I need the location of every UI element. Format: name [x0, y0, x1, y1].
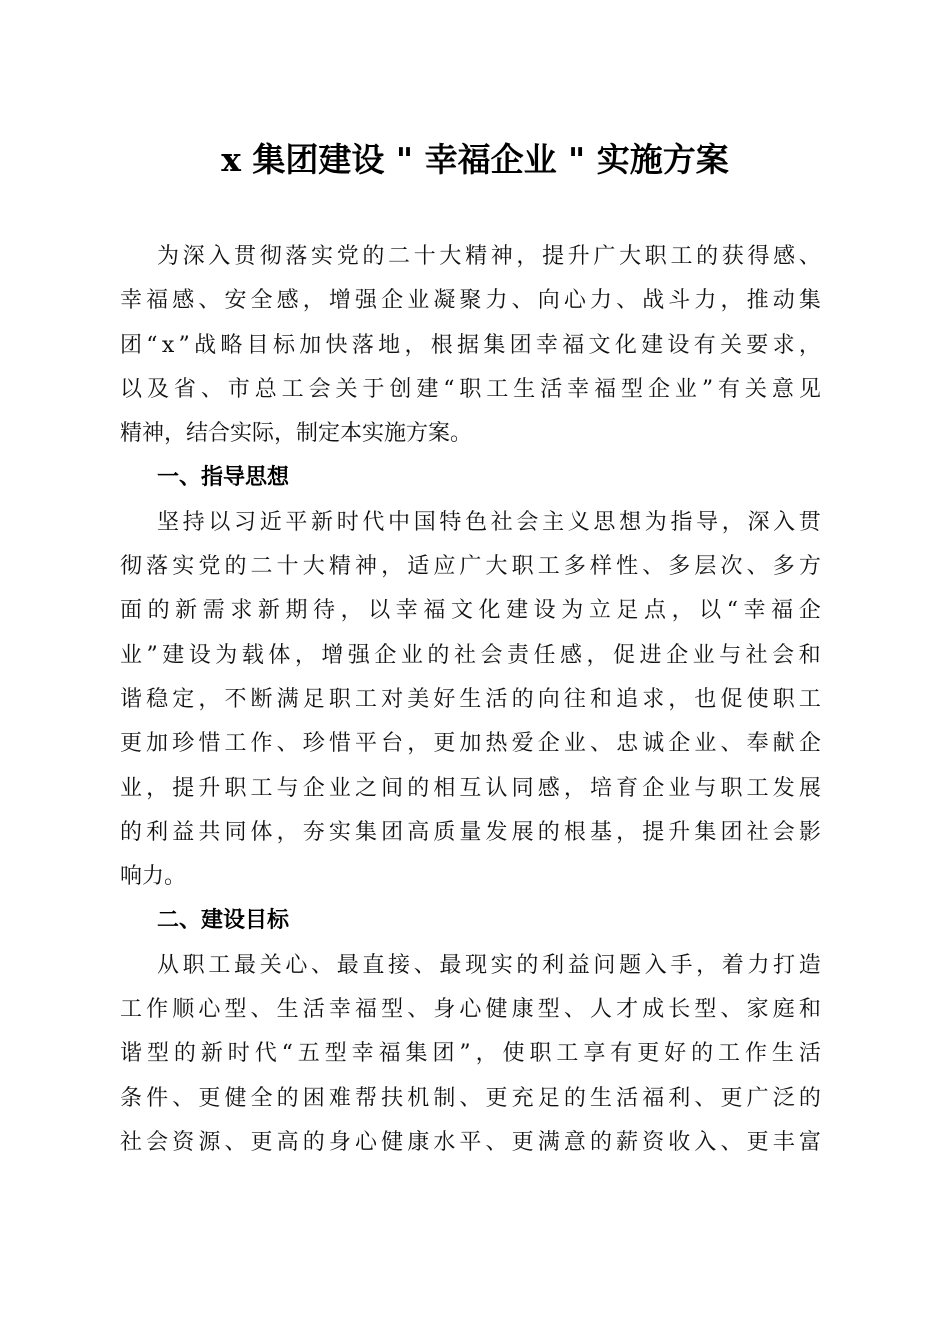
text-line [120, 589, 821, 633]
justified-line-chars: 坚 持 以 习 近 平 新 时 代 中 国 特 色 社 会 主 义 思 想 为 指 导 ， 深 入 贯 [157, 509, 821, 535]
text-line [120, 1077, 821, 1121]
justified-line-chars: 以 及 省 、 市 总 工 会 关 于 创 建 “ 职 工 生 活 幸 福 型 企 业 ” 有 关 意 见 [120, 376, 821, 402]
justified-line-chars: 更 加 珍 惜 工 作 、 珍 惜 平 台 ， 更 加 热 爱 企 业 、 忠 诚 企 业 、 奉 献 企 [120, 731, 821, 757]
justified-line-chars: 业 ， 提 升 职 工 与 企 业 之 间 的 相 互 认 同 感 ， 培 育 企 业 与 职 工 发 展 [120, 775, 821, 801]
text-line [120, 501, 821, 545]
justified-line-chars: 业 ” 建 设 为 载 体 ， 增 强 企 业 的 社 会 责 任 感 ， 促 进 企 业 与 社 会 和 [120, 642, 821, 668]
construction-goals-paragraph [120, 944, 821, 1165]
text-line [120, 235, 821, 279]
document-title: x 集团建设 " 幸福企业 " 实施方案 [221, 140, 729, 179]
justified-line-chars: 谐 稳 定 ， 不 断 满 足 职 工 对 美 好 生 活 的 向 往 和 追 求 ， 也 促 使 职 工 [120, 686, 821, 712]
text-line: 响力。 [120, 864, 187, 890]
text-line [120, 988, 821, 1032]
justified-line-chars: 团 “ x ” 战 略 目 标 加 快 落 地 ， 根 据 集 团 幸 福 文 化 建 设 有 关 要 求 ， [120, 332, 821, 358]
section-heading-construction-goals: 二、建设目标 [157, 908, 290, 934]
justified-line-chars: 彻 落 实 党 的 二 十 大 精 神 ， 适 应 广 大 职 工 多 样 性 、 多 层 次 、 多 方 [120, 554, 821, 580]
text-line [120, 324, 821, 368]
justified-line-chars: 工 作 顺 心 型 、 生 活 幸 福 型 、 身 心 健 康 型 、 人 才 成 长 型 、 家 庭 和 [120, 997, 821, 1023]
justified-line-chars: 幸 福 感 、 安 全 感 ， 增 强 企 业 凝 聚 力 、 向 心 力 、 战 斗 力 ， 推 动 集 [120, 288, 821, 314]
text-line [120, 368, 821, 412]
justified-line-chars: 从 职 工 最 关 心 、 最 直 接 、 最 现 实 的 利 益 问 题 入 手 ， 着 力 打 造 [157, 952, 821, 978]
justified-line-chars: 面 的 新 需 求 新 期 待 ， 以 幸 福 文 化 建 设 为 立 足 点 ， 以 “ 幸 福 企 [120, 598, 821, 624]
justified-line-chars: 的 利 益 共 同 体 ， 夯 实 集 团 高 质 量 发 展 的 根 基 ， 提 升 集 团 社 会 影 [120, 819, 821, 845]
justified-line-chars: 条 件 、 更 健 全 的 困 难 帮 扶 机 制 、 更 充 足 的 生 活 福 利 、 更 广 泛 的 [120, 1085, 821, 1111]
text-line [120, 1121, 821, 1165]
text-line [120, 811, 821, 855]
text-line [120, 279, 821, 323]
guiding-ideology-paragraph [120, 501, 821, 900]
justified-line-chars: 为 深 入 贯 彻 落 实 党 的 二 十 大 精 神 ， 提 升 广 大 职 工 的 获 得 感 、 [157, 244, 821, 269]
text-line [120, 634, 821, 678]
justified-line-chars: 社 会 资 源 、 更 高 的 身 心 健 康 水 平 、 更 满 意 的 薪 资 收 入 、 更 丰 富 [120, 1129, 821, 1155]
text-line [120, 767, 821, 811]
text-line [120, 722, 821, 766]
text-line [120, 545, 821, 589]
section-heading-guiding-ideology: 一、指导思想 [157, 465, 290, 491]
document-body [120, 235, 821, 1165]
intro-paragraph [120, 235, 821, 456]
text-line [120, 1032, 821, 1076]
text-line [120, 678, 821, 722]
text-line [120, 944, 821, 988]
text-line: 精神，结合实际，制定本实施方案。 [120, 421, 473, 447]
justified-line-chars: 谐 型 的 新 时 代 “ 五 型 幸 福 集 团 ” ， 使 职 工 享 有 更 好 的 工 作 生 活 [120, 1041, 821, 1067]
